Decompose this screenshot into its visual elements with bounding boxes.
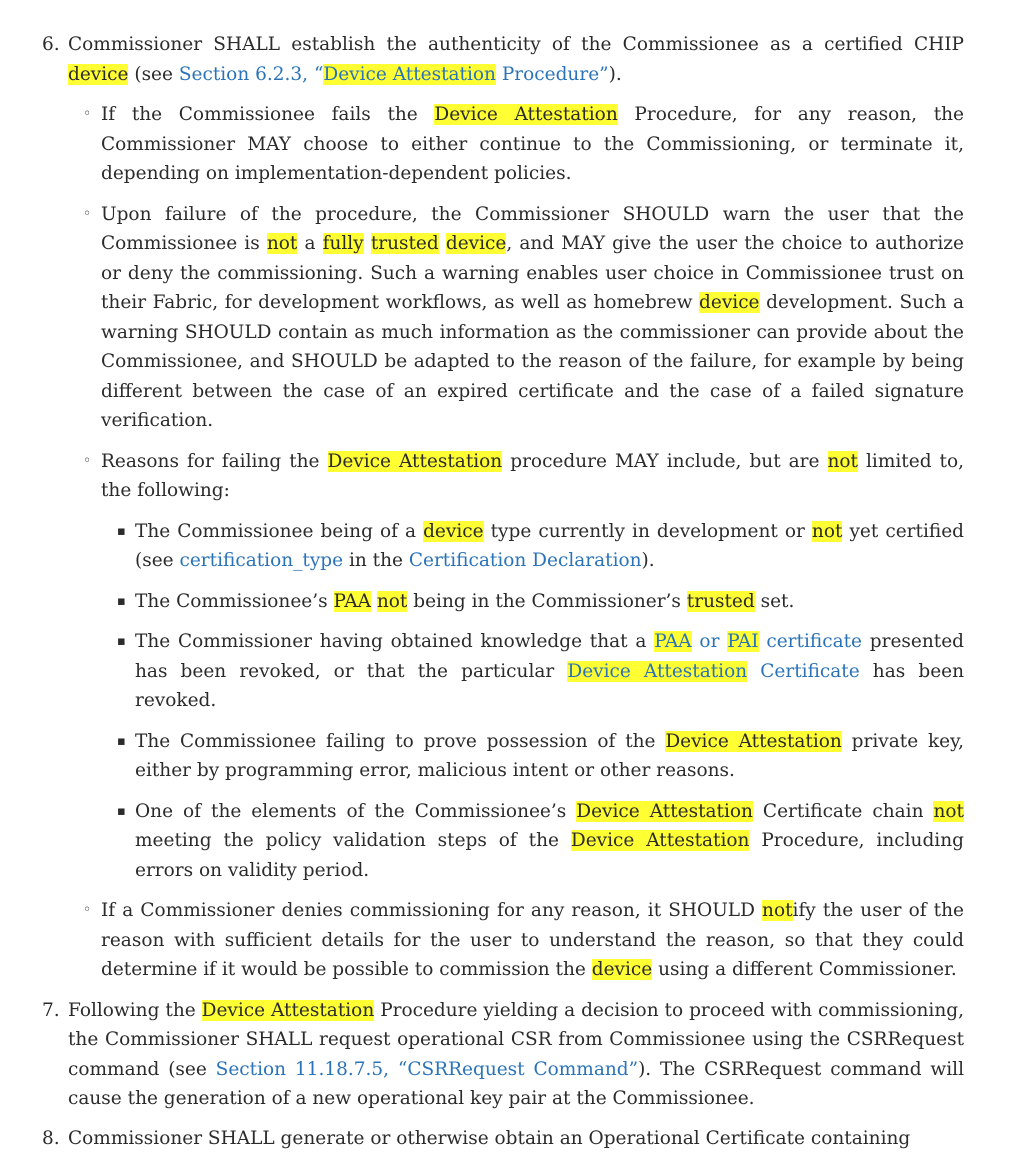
reason-text: has been revoked. <box>135 660 965 711</box>
reason-item <box>135 627 964 716</box>
reasons-list <box>101 517 964 886</box>
reason-item: ▪ The Commissionee’s PAA not being in the Commissioner’s trusted set. <box>135 587 964 617</box>
list-item: ◦ If the Commissionee fails the Device Attestation Procedure, for any reason, the Commissioner MAY choose to either continue to the Commissioning, or terminate it, depending on implementation-dependent policies. <box>101 100 964 189</box>
commissioning-steps <box>40 30 964 1153</box>
reason-text: in the <box>343 550 409 571</box>
reason-item: ▪ One of the elements of the Commissionee’s Device Attestation Certificate chain not meeting the policy validation steps of the Device Attestation Procedure, including errors on validity period. <box>135 797 964 886</box>
reason-text: ). <box>641 550 655 571</box>
device-attestation-certificate-link[interactable]: Device Attestation Certificate <box>567 660 860 682</box>
reason-text: presented has been revoked, or that the particular <box>135 631 964 682</box>
certification-type-link[interactable]: certification_type <box>179 550 344 571</box>
step-number: 7. <box>42 999 60 1021</box>
step-text-end: ). <box>608 63 622 85</box>
step-text: Following the Device Attestation Procedure yielding a decision to proceed with commissioning, the Commissioner SHALL request operational CSR from Commissionee using the CSRRequest command (see <box>68 999 964 1080</box>
step-text: Commissioner SHALL establish the authenticity of the Commissionee as a certified CHIP device (see <box>68 34 964 85</box>
reason-item: ▪ The Commissionee failing to prove possession of the Device Attestation private key, either by programming error, malicious intent or other reasons. <box>135 727 964 786</box>
step-7 <box>42 996 964 1114</box>
reason-text: The Commissionee being of a device type currently in development or not yet certified (see <box>135 520 964 571</box>
device-attestation-procedure-link[interactable]: Section 6.2.3, “Device Attestation Procedure” <box>178 63 609 85</box>
step-6-sublist <box>68 100 964 985</box>
list-item: ◦ Upon failure of the procedure, the Commissioner SHOULD warn the user that the Commissionee is not a fully trusted device, and MAY give the user the choice to authorize or deny the commissioning. Such a warning enables user choice in Commissionee trust on their Fabric, for development workflows, as well as homebrew device development. Such a warning SHOULD contain as much information as the commissioner can provide about the Commissionee, and SHOULD be adapted to the reason of the failure, for example by being different between the case of an expired certificate and the case of a failed signature verification. <box>101 200 964 436</box>
certification-declaration-link[interactable]: Certification Declaration <box>408 550 642 571</box>
step-number: 8. <box>42 1127 60 1149</box>
step-text: Commissioner SHALL generate or otherwise obtain an Operational Certificate containing <box>68 1127 911 1149</box>
step-8 <box>42 1124 964 1154</box>
list-item <box>101 447 964 886</box>
step-text-end: ). The CSRRequest command will cause the generation of a new operational key pair at the Commissionee. <box>68 1058 964 1109</box>
csrrequest-command-link[interactable]: Section 11.18.7.5, “CSRRequest Command” <box>215 1058 639 1080</box>
reason-text: The Commissioner having obtained knowledge that a <box>135 631 655 652</box>
step-number: 6. <box>42 34 60 55</box>
paa-pai-certificate-link[interactable]: PAA or PAI certificate <box>654 631 862 652</box>
reasons-intro: Reasons for failing the Device Attestation procedure MAY include, but are not limited to, the following: <box>101 450 965 501</box>
spec-section <box>40 30 964 1163</box>
list-item: ◦ If a Commissioner denies commissioning for any reason, it SHOULD notify the user of the reason with sufficient details for the user to understand the reason, so that they could determine if it would be possible to commission the device using a different Commissioner. <box>101 896 964 985</box>
step-6 <box>42 30 965 985</box>
reason-item <box>135 517 964 576</box>
